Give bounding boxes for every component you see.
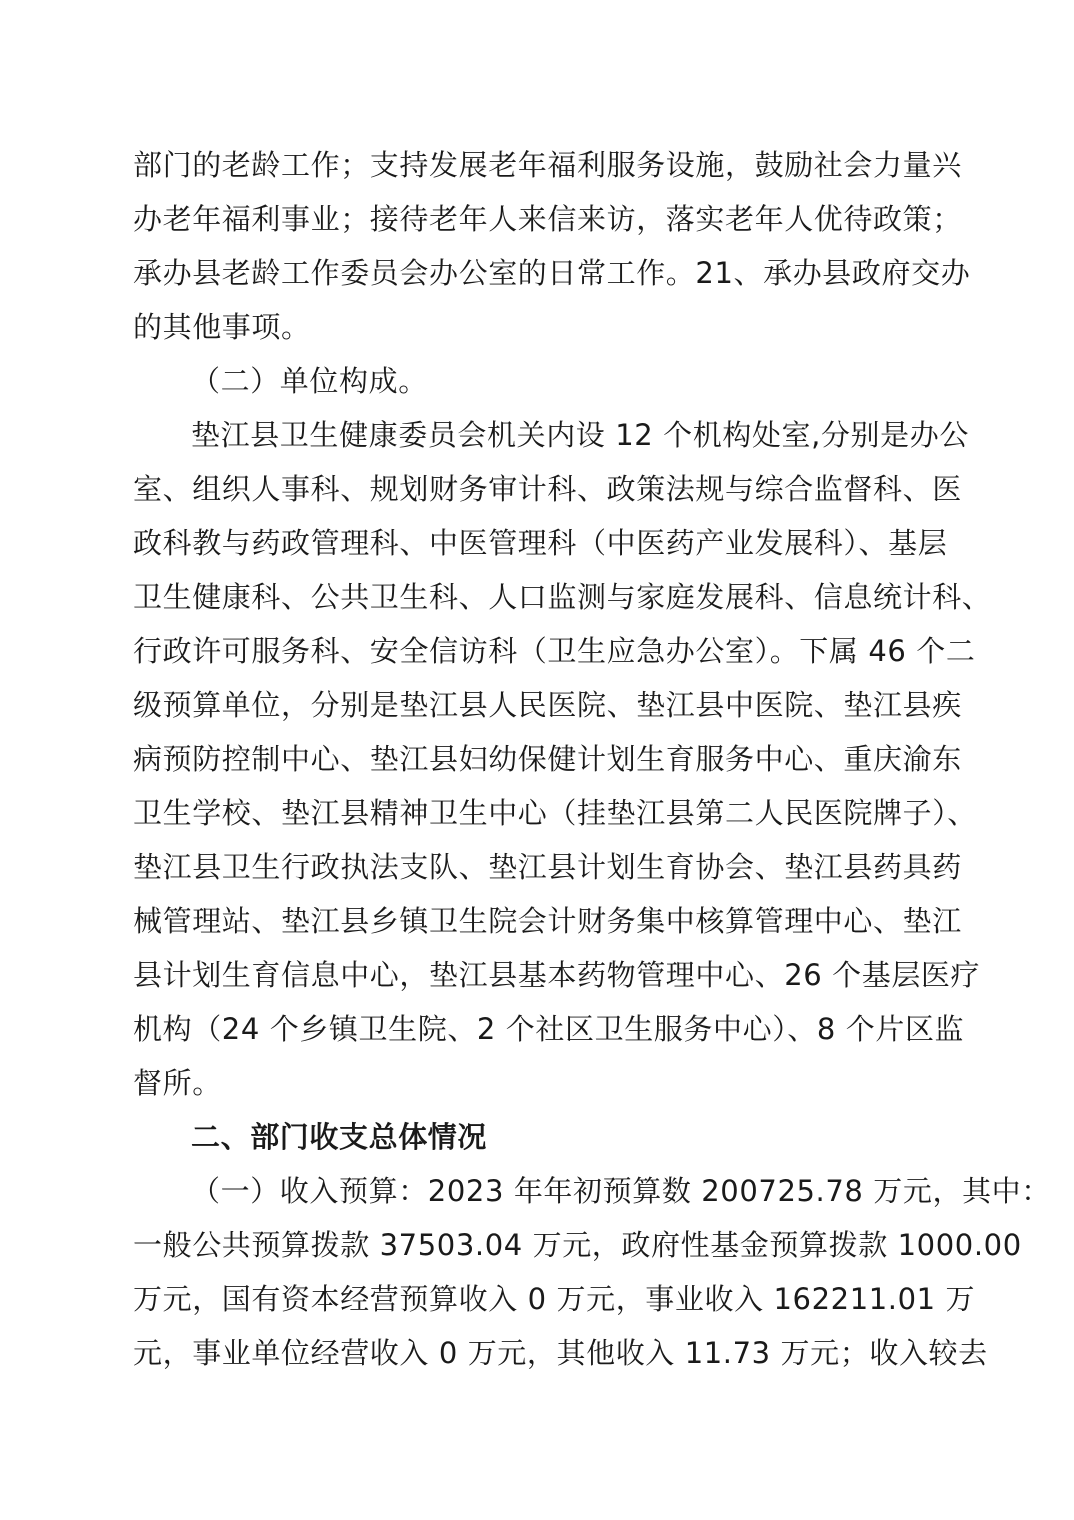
document-body <box>133 138 1051 1380</box>
paragraph-line: 卫生学校、垫江县精神卫生中心（挂垫江县第二人民医院牌子）、 <box>133 796 977 830</box>
paragraph-line: 县计划生育信息中心，垫江县基本药物管理中心、26 个基层医疗 <box>133 958 981 992</box>
paragraph-line: 机构（24 个乡镇卫生院、2 个社区卫生服务中心）、8 个片区监 <box>133 1012 965 1046</box>
section-heading: 二、部门收支总体情况 <box>191 1120 488 1154</box>
paragraph-line: 行政许可服务科、安全信访科（卫生应急办公室）。下属 46 个二 <box>133 634 976 668</box>
paragraph-line: 元，事业单位经营收入 0 万元，其他收入 11.73 万元；收入较去 <box>133 1336 988 1370</box>
paragraph-line: 部门的老龄工作；支持发展老年福利服务设施，鼓励社会力量兴 <box>133 148 962 182</box>
paragraph-line: 督所。 <box>133 1066 222 1100</box>
paragraph-line: 级预算单位，分别是垫江县人民医院、垫江县中医院、垫江县疾 <box>133 688 962 722</box>
paragraph-line: 室、组织人事科、规划财务审计科、政策法规与综合监督科、医 <box>133 472 962 506</box>
paragraph-line: 一般公共预算拨款 37503.04 万元，政府性基金预算拨款 1000.00 <box>133 1228 1022 1262</box>
paragraph-line: 承办县老龄工作委员会办公室的日常工作。21、承办县政府交办 <box>133 256 971 290</box>
paragraph-line: 卫生健康科、公共卫生科、人口监测与家庭发展科、信息统计科、 <box>133 580 992 614</box>
paragraph-line: 的其他事项。 <box>133 310 311 344</box>
paragraph-line: 械管理站、垫江县乡镇卫生院会计财务集中核算管理中心、垫江 <box>133 904 962 938</box>
paragraph-line: 垫江县卫生健康委员会机关内设 12 个机构处室,分别是办公 <box>191 418 969 452</box>
paragraph-line: 垫江县卫生行政执法支队、垫江县计划生育协会、垫江县药具药 <box>133 850 962 884</box>
section-subheading: （二）单位构成。 <box>191 364 428 398</box>
paragraph-line: 万元，国有资本经营预算收入 0 万元，事业收入 162211.01 万 <box>133 1282 976 1316</box>
paragraph-line: 办老年福利事业；接待老年人来信来访，落实老年人优待政策； <box>133 202 962 236</box>
paragraph-line: 政科教与药政管理科、中医管理科（中医药产业发展科）、基层 <box>133 526 948 560</box>
paragraph-line: （一）收入预算：2023 年年初预算数 200725.78 万元，其中： <box>191 1174 1051 1208</box>
paragraph-line: 病预防控制中心、垫江县妇幼保健计划生育服务中心、重庆渝东 <box>133 742 962 776</box>
